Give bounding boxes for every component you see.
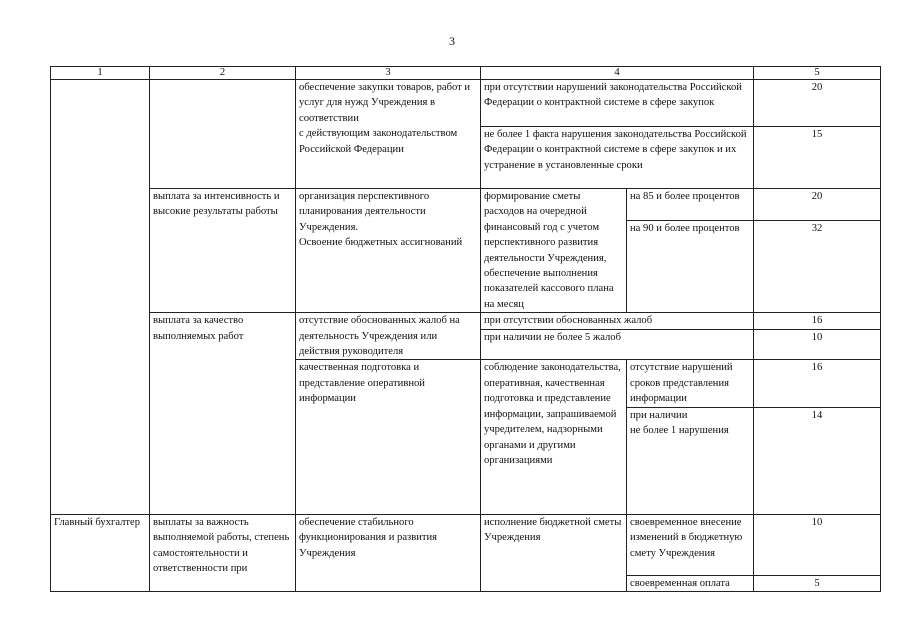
table-row xyxy=(51,80,881,127)
payment-type-cell: выплаты за важность выполняемой работы, степень самостоятельности и ответственности при xyxy=(150,514,296,591)
criterion-cell: при отсутствии нарушений законодательства Российской Федерации о контрактной системе в сфере закупок xyxy=(481,80,754,127)
score-cell: 20 xyxy=(754,80,881,127)
criterion-cell: формирование сметы расходов на очередной финансовый год с учетом перспективного развития деятельности Учреждения, обеспечение выполнения показателей кассового плана на месяц xyxy=(481,189,627,313)
condition-cell: при наличии не более 1 нарушения xyxy=(627,407,754,514)
criterion-cell: соблюдение законодательства, оперативная, качественная подготовка и представление информации, запрашиваемой учредителем, надзорными органами и другими организациями xyxy=(481,360,627,514)
score-cell: 20 xyxy=(754,189,881,221)
score-cell: 15 xyxy=(754,127,881,189)
header-col-4: 4 xyxy=(481,67,754,80)
position-cell xyxy=(51,189,150,313)
position-cell xyxy=(51,80,150,189)
header-col-1: 1 xyxy=(51,67,150,80)
header-col-5: 5 xyxy=(754,67,881,80)
table-row xyxy=(51,189,881,221)
condition-cell: на 85 и более процентов xyxy=(627,189,754,221)
header-col-2: 2 xyxy=(150,67,296,80)
payment-type-cell: выплата за интенсивность и высокие результаты работы xyxy=(150,189,296,313)
header-col-3: 3 xyxy=(296,67,481,80)
condition-cell: на 90 и более процентов xyxy=(627,220,754,312)
indicator-cell: организация перспективного планирования деятельности Учреждения. Освоение бюджетных ассигнований xyxy=(296,189,481,313)
payment-type-cell xyxy=(150,80,296,189)
score-cell: 16 xyxy=(754,313,881,330)
condition-cell: отсутствие нарушений сроков представления информации xyxy=(627,360,754,407)
score-cell: 16 xyxy=(754,360,881,407)
criterion-cell: исполнение бюджетной сметы Учреждения xyxy=(481,514,627,591)
score-cell: 5 xyxy=(754,575,881,591)
score-cell: 10 xyxy=(754,329,881,360)
table-row xyxy=(51,313,881,330)
indicator-cell: обеспечение закупки товаров, работ и услуг для нужд Учреждения в соответствии с действующим законодательством Российской Федерации xyxy=(296,80,481,189)
criterion-cell: при отсутствии обоснованных жалоб xyxy=(481,313,754,330)
page-number: 3 xyxy=(449,34,455,48)
position-cell: Главный бухгалтер xyxy=(51,514,150,591)
score-cell: 14 xyxy=(754,407,881,514)
condition-cell: своевременное внесение изменений в бюджетную смету Учреждения xyxy=(627,514,754,575)
indicator-cell: качественная подготовка и представление оперативной информации xyxy=(296,360,481,514)
score-cell: 32 xyxy=(754,220,881,312)
indicator-cell: отсутствие обоснованных жалоб на деятельность Учреждения или действия руководителя xyxy=(296,313,481,360)
header-row xyxy=(51,67,881,80)
position-cell xyxy=(51,313,150,514)
indicator-cell: обеспечение стабильного функционирования и развития Учреждения xyxy=(296,514,481,591)
criteria-table xyxy=(50,66,881,592)
criterion-cell: при наличии не более 5 жалоб xyxy=(481,329,754,360)
criterion-cell: не более 1 факта нарушения законодательства Российской Федерации о контрактной системе в сфере закупок и их устранение в установленные сроки xyxy=(481,127,754,189)
payment-type-cell: выплата за качество выполняемых работ xyxy=(150,313,296,514)
score-cell: 10 xyxy=(754,514,881,575)
condition-cell: своевременная оплата xyxy=(627,575,754,591)
table-row xyxy=(51,514,881,575)
